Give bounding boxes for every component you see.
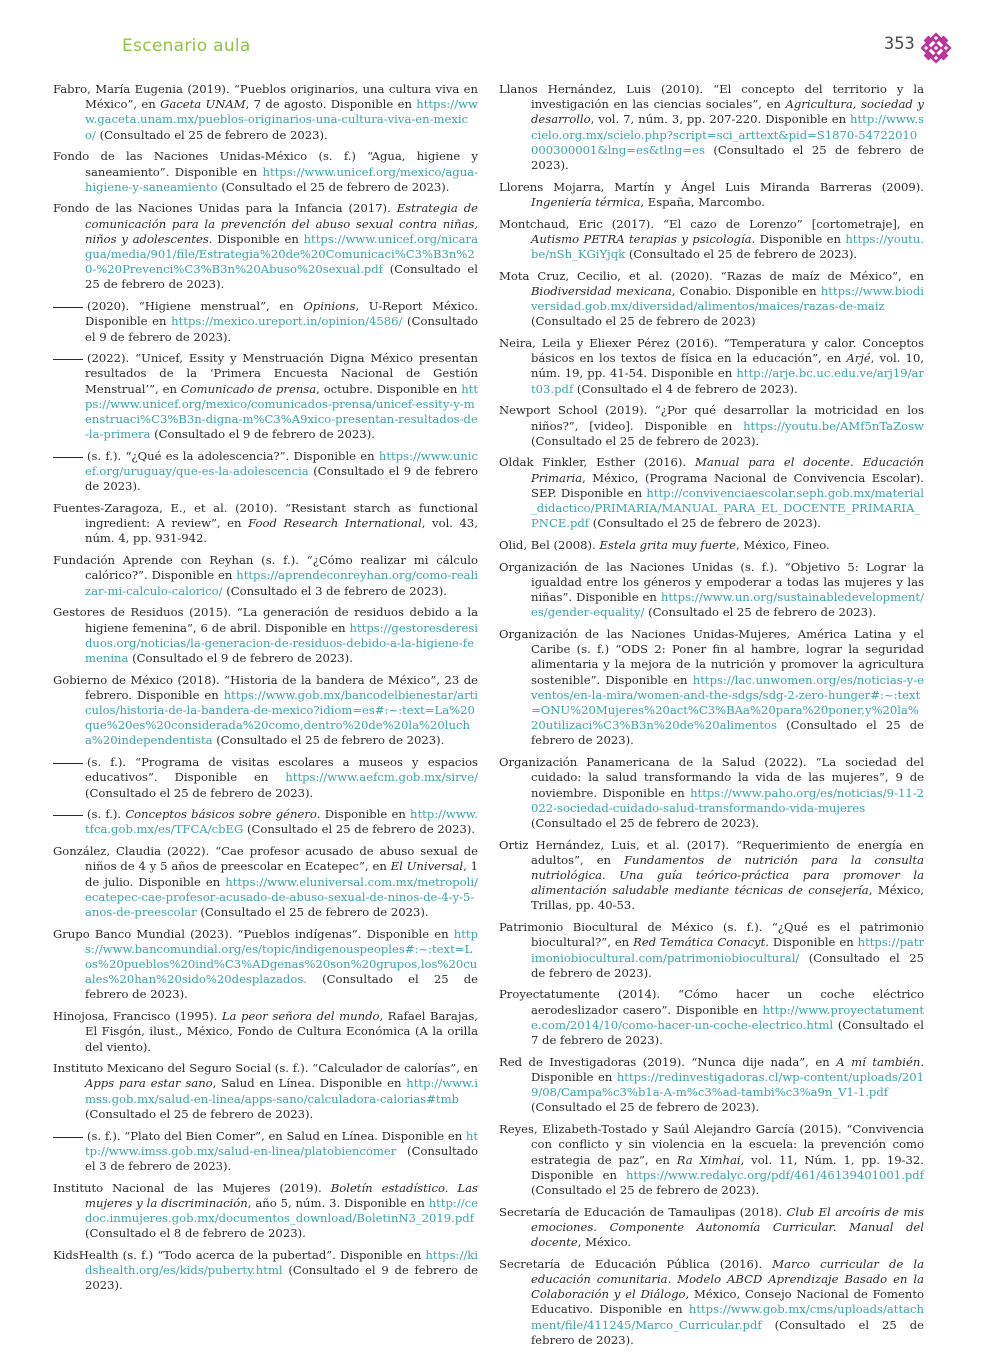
reference-text: Gestores de Residuos (2015). “La generación de residuos debido a la higiene femenina”, 6 de abril. Disponible en: [53, 605, 478, 635]
reference-entry: [499, 1055, 924, 1116]
reference-title: Biodiversidad mexicana: [531, 283, 672, 298]
reference-entry: [53, 1009, 478, 1055]
reference-link[interactable]: http://convivenciaescolar.seph.gob.mx/material_didactico/PRIMARIA/MANUAL_PARA_EL_DOCENTE_PRIMARIA_PNCE.pdf: [531, 485, 924, 531]
reference-link[interactable]: https://mexico.ureport.in/opinion/4586/: [171, 314, 403, 329]
reference-text: Newport School (2019). “¿Por qué desarrollar la motricidad en los niños?”, [video]. Disponible en: [499, 403, 924, 433]
reference-consulted: (Consultado el 25 de febrero de 2023).: [85, 972, 478, 1002]
reference-entry: [499, 920, 924, 981]
reference-link[interactable]: http://www.tfca.gob.mx/es/TFCA/cbEG: [85, 807, 478, 837]
reference-title: Boletín estadístico. Las mujeres y la discriminación: [85, 1180, 478, 1210]
reference-entry: [53, 351, 478, 442]
reference-text: , México, Fineo.: [735, 537, 830, 552]
reference-text: (2022). “Unicef, Essity y Menstruación Digna México presentan resultados de la ‘Primera Encuesta Nacional de Gestión Menstrual’”, en: [85, 351, 478, 396]
reference-entry: [53, 501, 478, 547]
reference-text: Llanos Hernández, Luis (2010). “El concepto del territorio y la investigación en las ciencias sociales”, en: [499, 82, 924, 112]
reference-text: (s. f.). “¿Qué es la adolescencia?”. Disponible en: [87, 448, 379, 463]
reference-entry: [53, 807, 478, 837]
reference-link[interactable]: https://lac.unwomen.org/es/noticias-y-eventos/en-la-mira/women-and-the-sdgs/sdg-2-zero-hunger#:~:text=ONU%20Mujeres%20act%C3%BAa%20para%20poner,y%20la%20utilizaci%C3%B3n%20de%20alimentos: [531, 672, 924, 733]
reference-text: KidsHealth (s. f.) “Todo acerca de la pubertad”. Disponible en: [53, 1248, 426, 1263]
reference-text: , México.: [577, 1235, 632, 1250]
reference-link[interactable]: https://patrimoniobiocultural.com/patrimoniobiocultural/: [531, 935, 925, 965]
reference-title: Comunicado de prensa: [180, 381, 317, 396]
reference-consulted: (Consultado el 9 de febrero de 2023).: [128, 650, 353, 665]
reference-text: (s. f.). “Plato del Bien Comer”, en Salud en Línea. Disponible en: [87, 1128, 466, 1143]
reference-text: Ortiz Hernández, Luis, et al. (2017). “Requerimiento de energía en adultos”, en: [499, 837, 924, 867]
reference-entry: [499, 217, 924, 263]
reference-link[interactable]: https://www.bancomundial.org/es/topic/indigenouspeoples#:~:text=Los%20pueblos%20ind%C3%ADgenas%20son%20grupos,los%20cuales%20han%20sido%20desplazados.: [85, 926, 478, 987]
reference-text: (s. f.). “Programa de visitas escolares a museos y espacios educativos”. Disponible en: [85, 755, 478, 785]
reference-link[interactable]: http://www.scielo.org.mx/scielo.php?script=sci_arttext&pid=S1870-54722010000300001&lng=es&tlng=es: [531, 112, 924, 157]
reference-title: Fundamentos de nutrición para la consulta nutriológica. Una guía teórico-práctica para promover la alimentación saludable mediante técnicas de consejería: [531, 852, 924, 898]
reference-link[interactable]: https://youtu.be/nSh_KGiYjqk: [531, 231, 924, 262]
reference-entry: [499, 82, 924, 173]
reference-entry: [499, 269, 924, 330]
reference-text: , 1 de julio. Disponible en: [85, 859, 479, 889]
reference-entry: [53, 201, 478, 292]
reference-title: Apps para estar sano: [85, 1076, 213, 1091]
reference-link[interactable]: http://www.proyectatumente.com/2014/10/como-hacer-un-coche-electrico.html: [531, 1002, 924, 1032]
reference-entry: [53, 1061, 478, 1122]
reference-text: Organización de las Naciones Unidas (s. f.). “Objetivo 5: Lograr la igualdad entre los géneros y empoderar a todas las mujeres y las niñas”. Disponible en: [499, 559, 924, 605]
reference-text: Gobierno de México (2018). “Historia de la bandera de México”, 23 de febrero. Disponible en: [53, 672, 478, 702]
reference-text: , vol. 7, núm. 3, pp. 207-220. Disponible en: [590, 112, 851, 127]
reference-consulted: (Consultado el 25 de febrero de 2023): [531, 314, 756, 329]
repeated-author-dash: [53, 815, 83, 816]
reference-title: Agricultura, sociedad y desarrollo: [531, 97, 924, 127]
reference-text: (s. f.).: [87, 807, 126, 822]
reference-link[interactable]: https://www.paho.org/es/noticias/9-11-2022-sociedad-cuidado-salud-transformando-vida-mujeres: [531, 785, 924, 815]
reference-link[interactable]: http://www.imss.gob.mx/salud-en-linea/apps-sano/calculadora-calorias#tmb: [85, 1076, 478, 1106]
reference-entry: [53, 755, 478, 801]
reference-link[interactable]: https://www.eluniversal.com.mx/metropoli/ecatepec-cae-profesor-acusado-de-abuso-sexual-de-ninos-de-4-y-5-anos-de-preescolar: [85, 874, 478, 919]
reference-entry: [499, 755, 924, 831]
reference-link[interactable]: https://www.gaceta.unam.mx/pueblos-originarios-una-cultura-viva-en-mexico/: [85, 97, 478, 142]
reference-text: Instituto Nacional de las Mujeres (2019).: [53, 1180, 331, 1195]
reference-consulted: (Consultado el 25 de febrero de 2023).: [625, 247, 858, 262]
reference-title: El Universal: [390, 859, 464, 874]
reference-link[interactable]: https://youtu.be/AMf5nTaZosw: [743, 418, 924, 433]
reference-consulted: (Consultado el 3 de febrero de 2023).: [222, 583, 447, 598]
reference-text: Fabro, María Eugenia (2019). “Pueblos originarios, una cultura viva en México”, en: [53, 82, 478, 112]
reference-text: . Disponible en: [531, 1054, 925, 1084]
reference-text: . Disponible en: [316, 807, 410, 822]
repeated-author-dash: [53, 457, 83, 458]
reference-title: Ra Ximhai: [676, 1152, 741, 1167]
reference-title: Food Research International: [248, 516, 422, 531]
reference-title: A mí también: [836, 1054, 921, 1069]
reference-text: . Disponible en: [208, 231, 304, 246]
reference-text: , vol. 11, Núm. 1, pp. 19-32. Disponible en: [531, 1152, 924, 1182]
reference-consulted: (Consultado el 8 de febrero de 2023).: [85, 1226, 306, 1241]
reference-title: Estela grita muy fuerte: [599, 537, 736, 552]
repeated-author-dash: [53, 1137, 83, 1138]
reference-text: Fondo de las Naciones Unidas para la Infancia (2017).: [53, 201, 397, 216]
reference-entry: [53, 605, 478, 666]
reference-title: Gaceta UNAM: [160, 97, 246, 112]
reference-text: Oldak Finkler, Esther (2016).: [499, 455, 695, 470]
page-number: 353: [884, 34, 915, 54]
reference-link[interactable]: https://www.unicef.org/uruguay/que-es-la-adolescencia: [85, 448, 478, 479]
reference-consulted: (Consultado el 25 de febrero de 2023).: [644, 605, 877, 620]
reference-consulted: (Consultado el 7 de febrero de 2023).: [531, 1017, 924, 1048]
reference-text: Grupo Banco Mundial (2023). “Pueblos indígenas”. Disponible en: [53, 926, 454, 941]
reference-entry: [499, 838, 924, 914]
reference-consulted: (Consultado el 9 de febrero de 2023).: [85, 1263, 478, 1293]
reference-entry: [53, 449, 478, 495]
reference-text: Fundación Aprende con Reyhan (s. f.). “¿Cómo realizar mi cálculo calórico?”. Disponible en: [53, 553, 478, 583]
reference-consulted: (Consultado el 25 de febrero de 2023).: [85, 1106, 314, 1121]
references-right-column: [499, 82, 924, 1354]
reference-entry: [499, 627, 924, 749]
reference-title: Club El arcoíris de mis emociones. Componente Autonomía Curricular. Manual del docente: [531, 1204, 924, 1250]
reference-link[interactable]: https://www.gob.mx/bancodelbienestar/articulos/historia-de-la-bandera-de-mexico?idiom=es#:~:text=La%20que%20es%20considerada%20como,dentro%20de%20la%20lucha%20independentista: [85, 687, 478, 748]
reference-consulted: (Consultado el 25 de febrero de 2023).: [531, 1182, 760, 1197]
reference-text: . Disponible en: [751, 231, 846, 246]
repeated-author-dash: [53, 307, 83, 308]
reference-link[interactable]: https://www.aefcm.gob.mx/sirve/: [285, 770, 478, 785]
reference-entry: [53, 1248, 478, 1294]
reference-text: . Disponible en: [765, 935, 858, 950]
reference-text: , México, (Programa Nacional de Convivencia Escolar). SEP. Disponible en: [531, 470, 924, 500]
page-header: [0, 30, 986, 70]
reference-text: (2020). “Higiene menstrual”, en: [87, 299, 304, 314]
reference-consulted: (Consultado el 25 de febrero de 2023).: [531, 1317, 924, 1347]
reference-consulted: (Consultado el 25 de febrero de 2023).: [531, 142, 924, 173]
reference-title: Estrategia de comunicación para la prevención del abuso sexual contra niñas, niños y adolescentes: [85, 201, 479, 246]
reference-text: , México, Consejo Nacional de Fomento Educativo. Disponible en: [531, 1287, 925, 1317]
reference-text: Reyes, Elizabeth-Tostado y Saúl Alejandro García (2015). “Convivencia con conflicto y sin violencia en la escuela: la prevención como estrategia de paz”, en: [499, 1122, 924, 1167]
reference-link[interactable]: https://www.unicef.org/mexico/comunicados-prensa/unicef-essity-y-menstruaci%C3%B3n-digna-m%C3%A9xico-presentan-resultados-de-la-primera: [85, 381, 478, 442]
reference-consulted: (Consultado el 25 de febrero de 2023).: [531, 718, 924, 748]
reference-entry: [499, 336, 924, 397]
reference-text: Fuentes-Zaragoza, E., et al. (2010). “Resistant starch as functional ingredient: A review”, en: [53, 501, 478, 531]
reference-entry: [499, 538, 924, 553]
reference-link[interactable]: http://www.imss.gob.mx/salud-en-linea/platobiencomer: [85, 1128, 478, 1158]
reference-text: , Conabio. Disponible en: [671, 283, 821, 298]
reference-link[interactable]: https://www.redalyc.org/pdf/461/46139401001.pdf: [625, 1167, 924, 1182]
reference-consulted: (Consultado el 25 de febrero de 2023).: [196, 904, 429, 919]
reference-entry: [53, 299, 478, 345]
reference-text: , vol. 43, núm. 4, pp. 931-942.: [85, 516, 478, 546]
reference-text: , Rafael Barajas, El Fisgón, ilust., México, Fondo de Cultura Económica (A la orilla del viento).: [85, 1009, 478, 1054]
reference-text: Patrimonio Biocultural de México (s. f.). “¿Qué es el patrimonio biocultural?”, en: [499, 920, 924, 950]
reference-text: Mota Cruz, Cecilio, et al. (2020). “Razas de maíz de México”, en: [499, 268, 924, 283]
flower-icon: [920, 32, 952, 64]
reference-entry: [499, 560, 924, 621]
reference-title: Arjé: [846, 351, 871, 366]
repeated-author-dash: [53, 763, 83, 764]
reference-text: , Salud en Línea. Disponible en: [212, 1076, 407, 1091]
reference-entry: [499, 180, 924, 210]
reference-consulted: (Consultado el 25 de febrero de 2023).: [212, 733, 445, 748]
reference-text: Instituto Mexicano del Seguro Social (s. f.). “Calculador de calorías”, en: [53, 1061, 478, 1076]
reference-consulted: (Consultado el 25 de febrero de 2023).: [243, 822, 476, 837]
reference-text: Neira, Leila y Eliexer Pérez (2016). “Temperatura y calor. Conceptos básicos en los textos de física en la educación”, en: [499, 336, 924, 366]
reference-text: , México, Trillas, pp. 40-53.: [531, 883, 924, 913]
reference-text: , octubre. Disponible en: [316, 381, 462, 396]
reference-consulted: (Consultado el 25 de febrero de 2023).: [531, 433, 760, 448]
reference-link[interactable]: http://arje.bc.uc.edu.ve/arj19/art03.pdf: [531, 366, 924, 396]
reference-consulted: (Consultado el 25 de febrero de 2023).: [85, 785, 314, 800]
reference-link[interactable]: http://cedoc.inmujeres.gob.mx/documentos_download/BoletinN3_2019.pdf: [85, 1195, 478, 1226]
reference-entry: [53, 927, 478, 1003]
reference-text: , España, Marcombo.: [640, 194, 765, 209]
reference-link[interactable]: https://aprendeconreyhan.org/como-realizar-mi-calculo-calorico/: [85, 568, 478, 598]
reference-title: La peor señora del mundo: [221, 1009, 380, 1024]
reference-title: Opinions: [303, 299, 356, 314]
repeated-author-dash: [53, 359, 83, 360]
reference-title: Manual para el docente. Educación Primaria: [531, 455, 924, 485]
reference-text: Fondo de las Naciones Unidas-México (s. f.) “Agua, higiene y saneamiento”. Disponible en: [53, 149, 478, 179]
reference-entry: [499, 987, 924, 1048]
reference-consulted: (Consultado el 9 de febrero de 2023).: [150, 427, 375, 442]
reference-text: Secretaría de Educación Pública (2016).: [499, 1256, 773, 1271]
reference-entry: [53, 844, 478, 920]
reference-consulted: (Consultado el 9 de febrero de 2023).: [85, 314, 478, 344]
reference-consulted: (Consultado el 25 de febrero de 2023).: [85, 262, 478, 292]
reference-link[interactable]: https://www.gob.mx/cms/uploads/attachment/file/411245/Marco_Curricular.pdf: [531, 1302, 924, 1332]
reference-consulted: (Consultado el 25 de febrero de 2023).: [531, 815, 760, 830]
reference-consulted: (Consultado el 9 de febrero de 2023).: [85, 464, 478, 494]
references-left-column: [53, 82, 478, 1300]
reference-text: Organización Panamericana de la Salud (2022). “La sociedad del cuidado: la salud transformando la vida de las mujeres”, 9 de noviembre. Disponible en: [499, 755, 924, 800]
reference-title: Conceptos básicos sobre género: [125, 807, 317, 822]
reference-consulted: (Consultado el 3 de febrero de 2023).: [85, 1143, 478, 1173]
reference-title: Marco curricular de la educación comunitaria. Modelo ABCD Aprendizaje Basado en la Colaboración y el Diálogo: [531, 1256, 924, 1302]
reference-text: , vol. 10, núm. 19, pp. 41-54. Disponible en: [531, 351, 925, 381]
reference-entry: [499, 1122, 924, 1198]
reference-consulted: (Consultado el 25 de febrero de 2023).: [531, 950, 924, 980]
reference-title: Ingeniería térmica: [531, 194, 641, 209]
reference-link[interactable]: https://kidshealth.org/es/kids/puberty.html: [85, 1248, 478, 1278]
reference-entry: [53, 82, 478, 143]
reference-text: Hinojosa, Francisco (1995).: [53, 1009, 222, 1024]
reference-entry: [53, 673, 478, 749]
reference-entry: [499, 1205, 924, 1251]
reference-link[interactable]: https://www.unicef.org/nicaragua/media/901/file/Estrategia%20de%20Comunicaci%C3%B3n%20-%20Prevenci%C3%B3n%20Abuso%20sexual.pdf: [85, 231, 478, 277]
reference-link[interactable]: https://www.unicef.org/mexico/agua-higiene-y-saneamiento: [85, 164, 478, 194]
reference-link[interactable]: https://www.biodiversidad.gob.mx/diversidad/alimentos/maices/razas-de-maiz: [531, 283, 924, 314]
reference-title: Autismo PETRA terapias y psicología: [531, 231, 752, 246]
reference-text: González, Claudia (2022). “Cae profesor acusado de abuso sexual de niños de 4 y 5 años de preescolar en Ecatepec”, en: [53, 844, 478, 874]
reference-link[interactable]: https://gestoresderesiduos.org/noticias/la-generacion-de-residuos-debido-a-la-higiene-femenina: [85, 620, 478, 665]
reference-text: Montchaud, Eric (2017). “El cazo de Lorenzo” [cortometraje], en: [499, 216, 924, 231]
reference-link[interactable]: https://redinvestigadoras.cl/wp-content/uploads/2019/08/Campa%c3%b1a-A-m%c3%ad-tambi%c3%a9n_V1-1.pdf: [531, 1069, 924, 1100]
section-title: Escenario aula: [122, 36, 251, 56]
reference-entry: [53, 1181, 478, 1242]
reference-text: Secretaría de Educación de Tamaulipas (2018).: [499, 1204, 787, 1219]
reference-consulted: (Consultado el 25 de febrero de 2023).: [589, 516, 821, 531]
reference-consulted: (Consultado el 25 de febrero de 2023).: [531, 1100, 760, 1115]
reference-entry: [499, 1257, 924, 1348]
reference-entry: [53, 149, 478, 195]
reference-text: Proyectatumente (2014). “Cómo hacer un coche eléctrico aerodeslizador casero”. Disponible en: [499, 987, 924, 1017]
reference-entry: [499, 455, 924, 531]
reference-link[interactable]: https://www.un.org/sustainabledevelopment/es/gender-equality/: [531, 590, 924, 620]
reference-consulted: (Consultado el 25 de febrero de 2023).: [217, 179, 450, 194]
reference-consulted: (Consultado el 25 de febrero de 2023).: [95, 127, 328, 142]
reference-text: Organización de las Naciones Unidas-Mujeres, América Latina y el Caribe (s. f.) “ODS 2: Poner fin al hambre, lograr la seguridad alimentaria y la mejora de la nutrición y promover la agricultura sostenible”. Disponible en: [499, 627, 924, 687]
reference-entry: [53, 553, 478, 599]
reference-text: , año 5, núm. 3. Disponible en: [247, 1195, 429, 1210]
reference-text: Red de Investigadoras (2019). “Nunca dije nada”, en: [499, 1054, 837, 1069]
reference-entry: [53, 1129, 478, 1175]
reference-consulted: (Consultado el 4 de febrero de 2023).: [573, 381, 798, 396]
reference-entry: [499, 403, 924, 449]
reference-text: , U-Report México. Disponible en: [85, 299, 479, 329]
reference-text: Olid, Bel (2008).: [499, 537, 600, 552]
reference-text: , 7 de agosto. Disponible en: [245, 97, 417, 112]
reference-title: Red Temática Conacyt: [633, 935, 766, 950]
reference-text: Llorens Mojarra, Martín y Ángel Luis Miranda Barreras (2009).: [499, 179, 924, 194]
